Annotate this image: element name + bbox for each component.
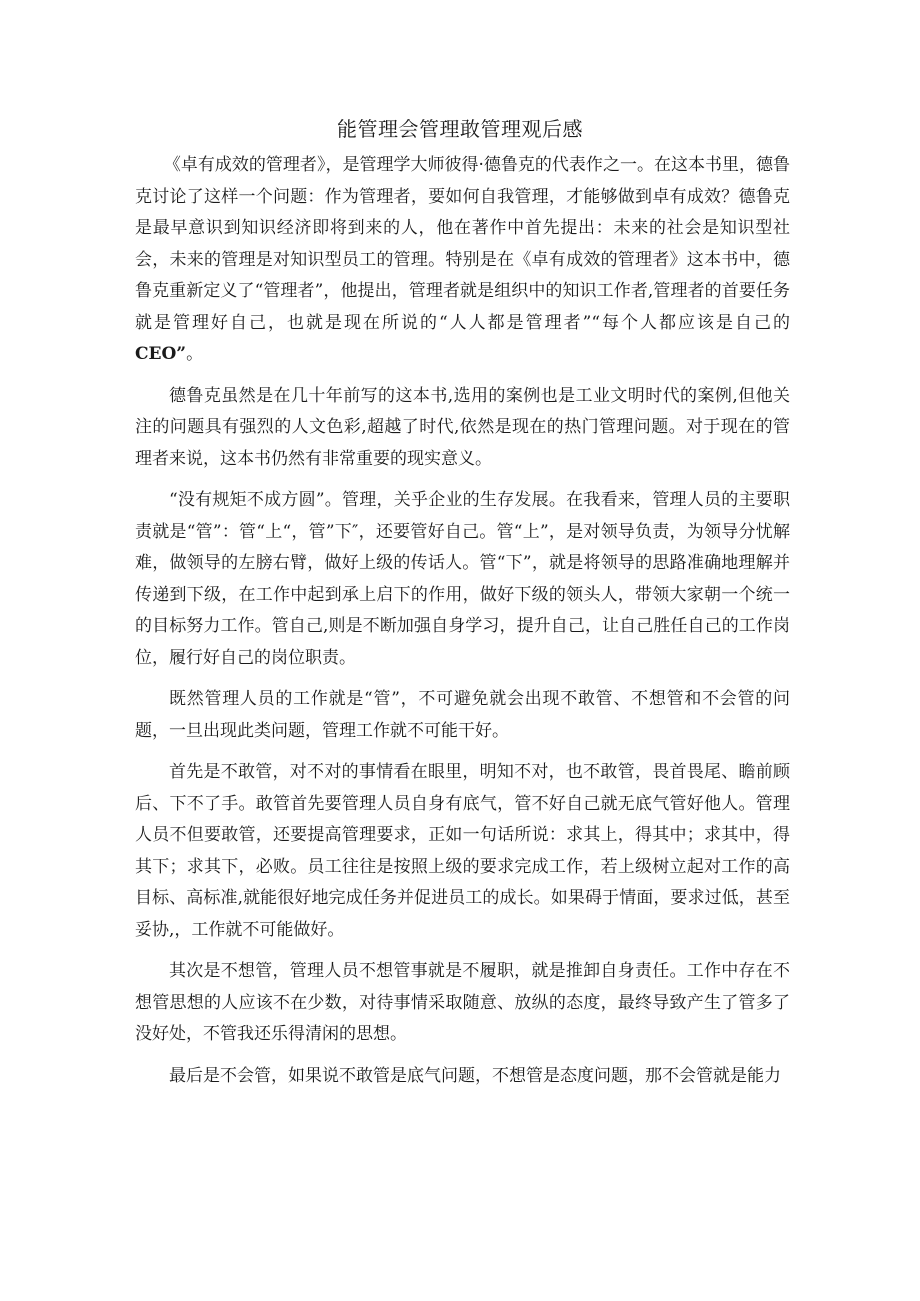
paragraph-1-emphasis: CEO” — [135, 344, 187, 364]
paragraph-1 — [135, 150, 790, 371]
paragraph-1-text: 《卓有成效的管理者》，是管理学大师彼得·德鲁克的代表作之一。在这本书里，德鲁克讨论了这样一个问题：作为管理者，要如何自我管理，才能够做到卓有成效？德鲁克是最早意识到知识经济即将到来的人，他在著作中首先提出：未来的社会是知识型社会，未来的管理是对知识型员工的管理。特别是在《卓有成效的管理者》这本书中，德鲁克重新定义了“管理者”，他提出，管理者就是组织中的知识工作者,管理者的首要任务就是管理好自己，也就是现在所说的“人人都是管理者”“每个人都应该是自己的 — [135, 155, 790, 333]
paragraph-1-ending: 。 — [186, 344, 204, 364]
document-body — [135, 150, 790, 1102]
paragraph-7: 最后是不会管，如果说不敢管是底气问题，不想管是态度问题，那不会管就是能力 — [169, 1065, 781, 1086]
paragraph-4: 既然管理人员的工作就是“管”，不可避免就会出现不敢管、不想管和不会管的问题，一旦出现此类问题，管理工作就不可能干好。 — [135, 689, 790, 741]
paragraph-6: 其次是不想管，管理人员不想管事就是不履职，就是推卸自身责任。工作中存在不想管思想的人应该不在少数，对待事情采取随意、放纵的态度，最终导致产生了管多了没好处，不管我还乐得清闲的思想。 — [135, 961, 790, 1044]
document-title: 能管理会管理敢管理观后感 — [337, 117, 583, 141]
paragraph-3: “没有规矩不成方圆”。管理，关乎企业的生存发展。在我看来，管理人员的主要职责就是“管”：管“上“，管”下″，还要管好自己。管“上”，是对领导负责，为领导分忧解难，做领导的左膀右臂，做好上级的传话人。管“下”，就是将领导的思路准确地理解并传递到下级，在工作中起到承上启下的作用，做好下级的领头人，带领大家朝一个统一的目标努力工作。管自己,则是不断加强自身学习，提升自己，让自己胜任自己的工作岗位，履行好自己的岗位职责。 — [135, 490, 790, 668]
paragraph-2: 德鲁克虽然是在几十年前写的这本书,选用的案例也是工业文明时代的案例,但他关注的问题具有强烈的人文色彩,超越了时代,依然是现在的热门管理问题。对于现在的管理者来说，这本书仍然有非常重要的现实意义。 — [135, 385, 790, 469]
paragraph-5: 首先是不敢管，对不对的事情看在眼里，明知不对，也不敢管，畏首畏尾、瞻前顾后、下不了手。敢管首先要管理人员自身有底气，管不好自己就无底气管好他人。管理人员不但要敢管，还要提高管理要求，正如一句话所说：求其上，得其中；求其中，得其下；求其下，必败。员工往往是按照上级的要求完成工作，若上级树立起对工作的高目标、高标准,就能很好地完成任务并促进员工的成长。如果碍于情面，要求过低，甚至妥协,，工作就不可能做好。 — [135, 762, 790, 940]
